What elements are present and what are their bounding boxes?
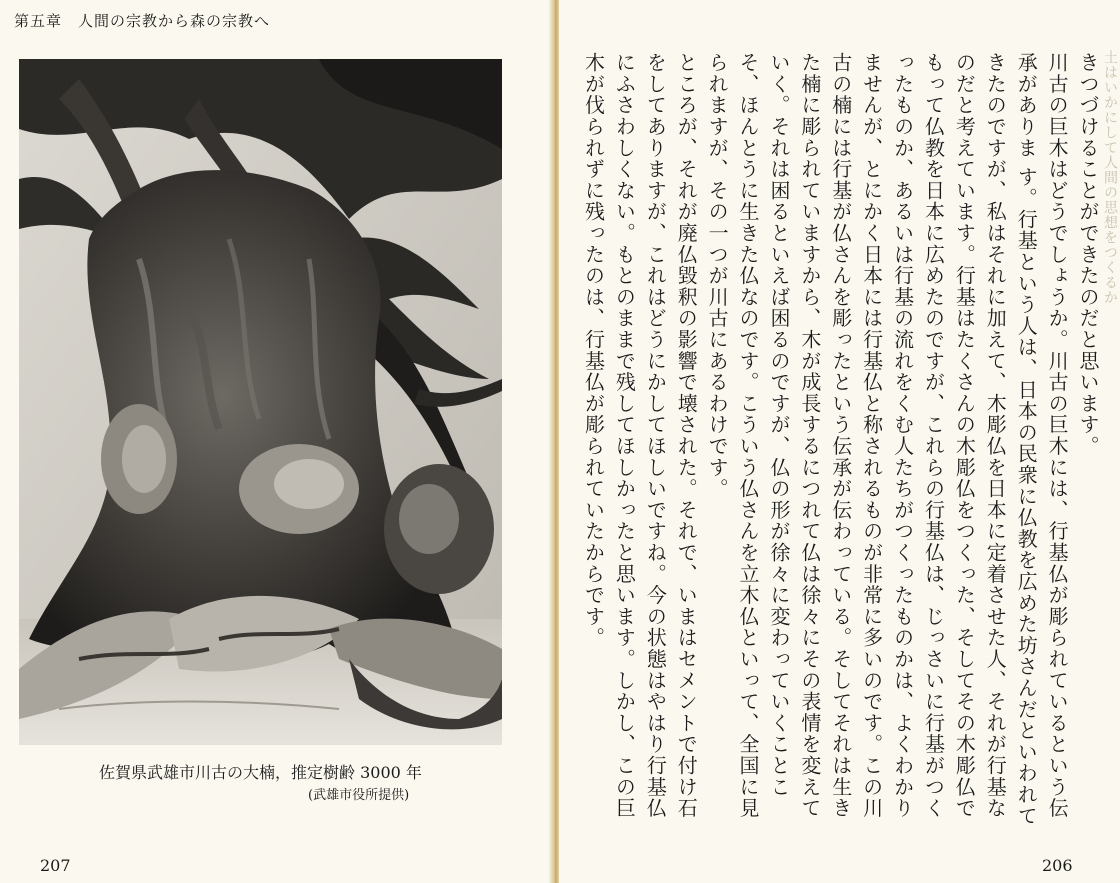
paragraph-2: 川古の巨木はどうでしょうか。川古の巨木には、行基仏が彫られているという伝承がありま す。行基という人は、日本の民衆に仏教を広めた坊さんだといわれてきたのですが、私はそれに加えて、木彫仏を日本に定着させた人、それが行基なのだと考えています。行基はたくさんの木彫仏をつくった、そしてその木彫仏でもって仏教を日本に広めたのですが、これらの行基仏は、じっさいに行基がつくったものか、あるいは行基の流れをくむ人たちがつくったものかは、よくわかりませんが、とにかく日本には行基仏と称されるものが非常に多いのです。この川古の楠には行基が仏さんを彫ったという伝承が伝わっている。そしてそれは生きた楠に彫られていますから、木が成長するにつれて仏は徐々にその表情を変えていく。それは困るといえば困るのですが、仏の形が徐々に変わっていくことこそ、ほんとうに生きた仏なのです。こういう仏さんを立木仏といって、全国に見られますが、その一つが川古にあるわけです。 (705, 52, 1070, 827)
page-number-right: 206 (1042, 856, 1073, 875)
running-head: 第五章 人間の宗教から森の宗教へ (14, 12, 271, 30)
show-through-text: 土はいかにして人間の思想をつくるか (1102, 50, 1118, 305)
paragraph-1: きつづけることができたのだと思います。 (1076, 52, 1100, 457)
photo-caption: 佐賀県武雄市川古の大楠，推定樹齢 3000 年 (99, 763, 422, 782)
photo-credit: (武雄市役所提供) (308, 788, 410, 803)
tree-photo-drawing (19, 59, 502, 745)
page-number-left: 207 (40, 856, 71, 875)
paragraph-3: ところが、それが廃仏毀釈の影響で壊された。それで、いまはセメントで付け石をしてありますが、これはどうにかしてほしいですね。今の状態はやはり行基仏にふさわしくない。もとのままで残してほしかったと思います。しかし、この巨木が伐られずに残ったのは、行基仏が彫られていたからです。 (581, 52, 699, 819)
left-page (0, 0, 553, 883)
camphor-tree-photo (19, 59, 502, 745)
body-text (581, 52, 1103, 837)
